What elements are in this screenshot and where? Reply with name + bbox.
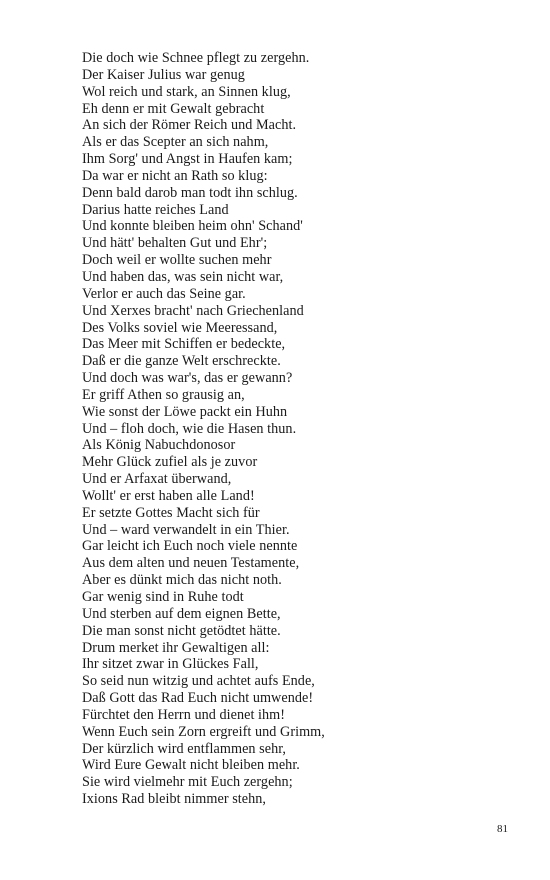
- poem-line: Sie wird vielmehr mit Euch zergehn;: [82, 774, 293, 791]
- poem-line: Und haben das, was sein nicht war,: [82, 268, 284, 285]
- poem-line: Gar wenig sind in Ruhe todt: [82, 589, 244, 605]
- poem-line: Und – floh doch, wie die Hasen thun.: [82, 420, 297, 437]
- poem-line: Verlor er auch das Seine gar.: [82, 285, 246, 302]
- poem-line: Gar leicht ich Euch noch viele nennte: [82, 538, 298, 555]
- poem-line: Das Meer mit Schiffen er bedeckte,: [82, 336, 286, 353]
- poem-line: Und – ward verwandelt in ein Thier.: [82, 521, 290, 538]
- poem-line: Als er das Scepter an sich nahm,: [82, 134, 269, 151]
- poem-line: Denn bald darob man todt ihn schlug.: [82, 184, 298, 201]
- poem-line: Daß Gott das Rad Euch nicht umwende!: [82, 690, 314, 707]
- poem-line: Ihr sitzet zwar in Glückes Fall,: [82, 656, 259, 673]
- poem-line: Darius hatte reiches Land: [82, 201, 229, 218]
- poem-line: Eh denn er mit Gewalt gebracht: [82, 100, 265, 117]
- poem-line: Mehr Glück zufiel als je zuvor: [82, 454, 258, 471]
- poem-line: Fürchtet den Herrn und dienet ihm!: [82, 706, 286, 723]
- poem-line: Und doch was war's, das er gewann?: [82, 370, 293, 387]
- poem-line: Doch weil er wollte suchen mehr: [82, 252, 272, 269]
- poem-line: Und er Arfaxat überwand,: [82, 471, 232, 488]
- poem-text: [82, 50, 502, 808]
- poem-line: Ixions Rad bleibt nimmer stehn,: [82, 791, 266, 808]
- poem-line: Wenn Euch sein Zorn ergreift und Grimm,: [82, 723, 325, 740]
- poem-line: Wollt' er erst haben alle Land!: [82, 487, 255, 504]
- poem-line: Der kürzlich wird entflammen sehr,: [82, 740, 287, 757]
- poem-line: An sich der Römer Reich und Macht.: [82, 117, 297, 134]
- page-number: 81: [497, 823, 508, 835]
- poem-line: Als König Nabuchdonosor: [82, 437, 236, 454]
- poem-line: Der Kaiser Julius war genug: [82, 66, 245, 83]
- poem-line: Die doch wie Schnee pflegt zu zergehn.: [82, 50, 310, 66]
- poem-line: Aus dem alten und neuen Testamente,: [82, 555, 300, 572]
- poem-line: Er griff Athen so grausig an,: [82, 386, 245, 403]
- poem-line: Wird Eure Gewalt nicht bleiben mehr.: [82, 757, 300, 774]
- poem-line: Und hätt' behalten Gut und Ehr';: [82, 235, 268, 252]
- poem-line: Drum merket ihr Gewaltigen all:: [82, 639, 270, 656]
- poem-line: Und Xerxes bracht' nach Griechenland: [82, 302, 304, 319]
- poem-line: Ihm Sorg' und Angst in Haufen kam;: [82, 151, 293, 168]
- poem-line: Aber es dünkt mich das nicht noth.: [82, 572, 282, 589]
- poem-line: Des Volks soviel wie Meeressand,: [82, 319, 278, 336]
- poem-line: So seid nun witzig und achtet aufs Ende,: [82, 673, 315, 690]
- poem-line: Und sterben auf dem eignen Bette,: [82, 605, 281, 622]
- poem-line: Er setzte Gottes Macht sich für: [82, 504, 260, 521]
- poem-line: Und konnte bleiben heim ohn' Schand': [82, 218, 303, 235]
- poem-line: Wol reich und stark, an Sinnen klug,: [82, 83, 291, 100]
- poem-line: Da war er nicht an Rath so klug:: [82, 167, 268, 184]
- poem-line: Wie sonst der Löwe packt ein Huhn: [82, 403, 288, 420]
- poem-line: Daß er die ganze Welt erschreckte.: [82, 353, 281, 370]
- poem-line: Die man sonst nicht getödtet hätte.: [82, 622, 281, 639]
